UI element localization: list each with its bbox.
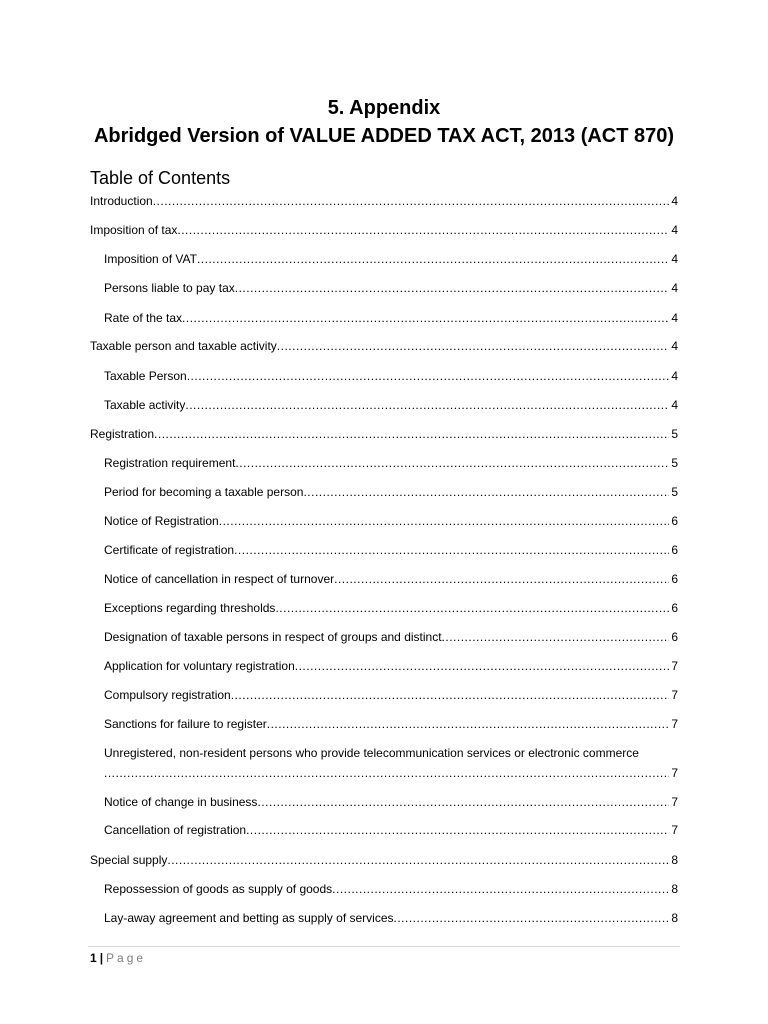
toc-entry[interactable] (104, 309, 678, 327)
dot-leader (277, 337, 670, 355)
toc-entry-page: 6 (671, 514, 678, 528)
dot-leader (257, 793, 669, 811)
footer-page-word: Page (106, 951, 147, 965)
dot-leader (303, 483, 669, 501)
dot-leader (219, 512, 670, 530)
document-title: Abridged Version of VALUE ADDED TAX ACT, 2013 (ACT 870) (93, 125, 675, 147)
toc-entry-label: Repossession of goods as supply of goods (104, 882, 333, 896)
toc-entry-page: 4 (671, 339, 678, 353)
dot-leader (177, 221, 669, 239)
toc-entry[interactable] (104, 483, 678, 501)
dot-leader (246, 821, 669, 839)
toc-entry-page: 4 (671, 194, 678, 208)
dot-leader (167, 851, 669, 869)
toc-entry-page: 4 (671, 281, 678, 295)
toc-entry-page: 5 (671, 485, 678, 499)
toc-entry-page: 7 (671, 717, 678, 731)
dot-leader (235, 454, 669, 472)
page-footer (90, 949, 146, 967)
footer-divider (88, 946, 680, 947)
toc-entry-label: Imposition of VAT (104, 252, 197, 266)
toc-entry-page: 7 (671, 688, 678, 702)
dot-leader (185, 396, 669, 414)
dot-leader (442, 628, 670, 646)
toc-entry[interactable] (104, 909, 678, 927)
dot-leader (267, 715, 670, 733)
toc-entry-page: 4 (671, 252, 678, 266)
toc-heading: Table of Contents (90, 168, 231, 188)
toc-entry[interactable] (104, 715, 678, 733)
toc-entry-page: 6 (671, 543, 678, 557)
toc-entry-page: 7 (671, 659, 678, 673)
toc-entry[interactable] (90, 337, 678, 355)
toc-entry[interactable] (104, 793, 678, 811)
toc-entry-label: Unregistered, non-resident persons who provide telecommunication services or electronic commerce (104, 746, 639, 760)
toc-entry-label: Rate of the tax (104, 311, 183, 325)
toc-entry-page: 7 (671, 766, 678, 780)
appendix-title: 5. Appendix (327, 97, 441, 119)
toc-entry-label: Period for becoming a taxable person (104, 485, 304, 499)
toc-entry[interactable] (104, 657, 678, 675)
dot-leader (234, 541, 669, 559)
dot-leader (182, 309, 669, 327)
toc-entry[interactable] (104, 512, 678, 530)
toc-entry-label: Certificate of registration (104, 543, 235, 557)
toc-entry[interactable] (104, 880, 678, 898)
footer-separator: | (99, 951, 104, 965)
toc-entry-label: Notice of change in business (104, 795, 258, 809)
toc-entry[interactable] (104, 821, 678, 839)
toc-entry-page: 4 (671, 369, 678, 383)
toc-entry-page: 6 (671, 601, 678, 615)
dot-leader (332, 880, 669, 898)
toc-entry-label: Designation of taxable persons in respect of groups and distinct (104, 630, 442, 644)
toc-entry-label: Notice of Registration (104, 514, 219, 528)
dot-leader (334, 570, 669, 588)
toc-entry[interactable] (90, 192, 678, 210)
dot-leader (153, 192, 670, 210)
toc-entry[interactable] (104, 396, 678, 414)
toc-entry[interactable] (90, 425, 678, 443)
toc-entry[interactable] (90, 221, 678, 239)
toc-entry[interactable] (104, 628, 678, 646)
toc-entry-page: 7 (671, 823, 678, 837)
toc-entry[interactable] (104, 279, 678, 297)
toc-entry-label: Compulsory registration (104, 688, 231, 702)
toc-entry-label: Cancellation of registration (104, 823, 247, 837)
dot-leader (295, 657, 670, 675)
toc-entry-label: Taxable person and taxable activity (90, 339, 277, 353)
toc-entry-page: 8 (671, 911, 678, 925)
toc-entry-label: Notice of cancellation in respect of turnover (104, 572, 335, 586)
toc-entry[interactable] (104, 250, 678, 268)
toc-entry-label: Taxable Person (104, 369, 187, 383)
toc-entry-page: 8 (671, 853, 678, 867)
toc-entry-page: 6 (671, 572, 678, 586)
footer-page-number: 1 (90, 951, 97, 965)
toc-entry-label: Persons liable to pay tax (104, 281, 235, 295)
toc-entry[interactable] (104, 541, 678, 559)
toc-entry-label: Exceptions regarding thresholds (104, 601, 276, 615)
dot-leader (231, 686, 670, 704)
toc-entry-page: 5 (671, 456, 678, 470)
toc-entry-label: Registration (90, 427, 155, 441)
toc-entry-page: 8 (671, 882, 678, 896)
toc-entry-page: 7 (671, 795, 678, 809)
toc-entry[interactable] (90, 851, 678, 869)
toc-entry[interactable] (104, 686, 678, 704)
dot-leader (394, 909, 670, 927)
toc-entry-label: Imposition of tax (90, 223, 178, 237)
toc-entry-label: Taxable activity (104, 398, 186, 412)
toc-entry[interactable] (104, 454, 678, 472)
toc-entry-page: 6 (671, 630, 678, 644)
toc-entry-page: 5 (671, 427, 678, 441)
toc-entry[interactable] (104, 599, 678, 617)
dot-leader (104, 764, 669, 782)
toc-entry[interactable] (104, 570, 678, 588)
toc-entry-label: Introduction (90, 194, 153, 208)
toc-entry-leader-line (104, 764, 678, 782)
toc-entry-label: Lay-away agreement and betting as supply of services (104, 911, 394, 925)
toc-entry-label: Special supply (90, 853, 168, 867)
toc-entry-page: 4 (671, 398, 678, 412)
toc-entry-label: Application for voluntary registration (104, 659, 295, 673)
toc-entry-page: 4 (671, 311, 678, 325)
dot-leader (187, 367, 670, 385)
dot-leader (197, 250, 669, 268)
toc-entry-label: Sanctions for failure to register (104, 717, 267, 731)
toc-entry[interactable] (104, 367, 678, 385)
toc-entry-label: Registration requirement (104, 456, 236, 470)
dot-leader (235, 279, 670, 297)
dot-leader (154, 425, 669, 443)
dot-leader (275, 599, 669, 617)
toc-entry-page: 4 (671, 223, 678, 237)
